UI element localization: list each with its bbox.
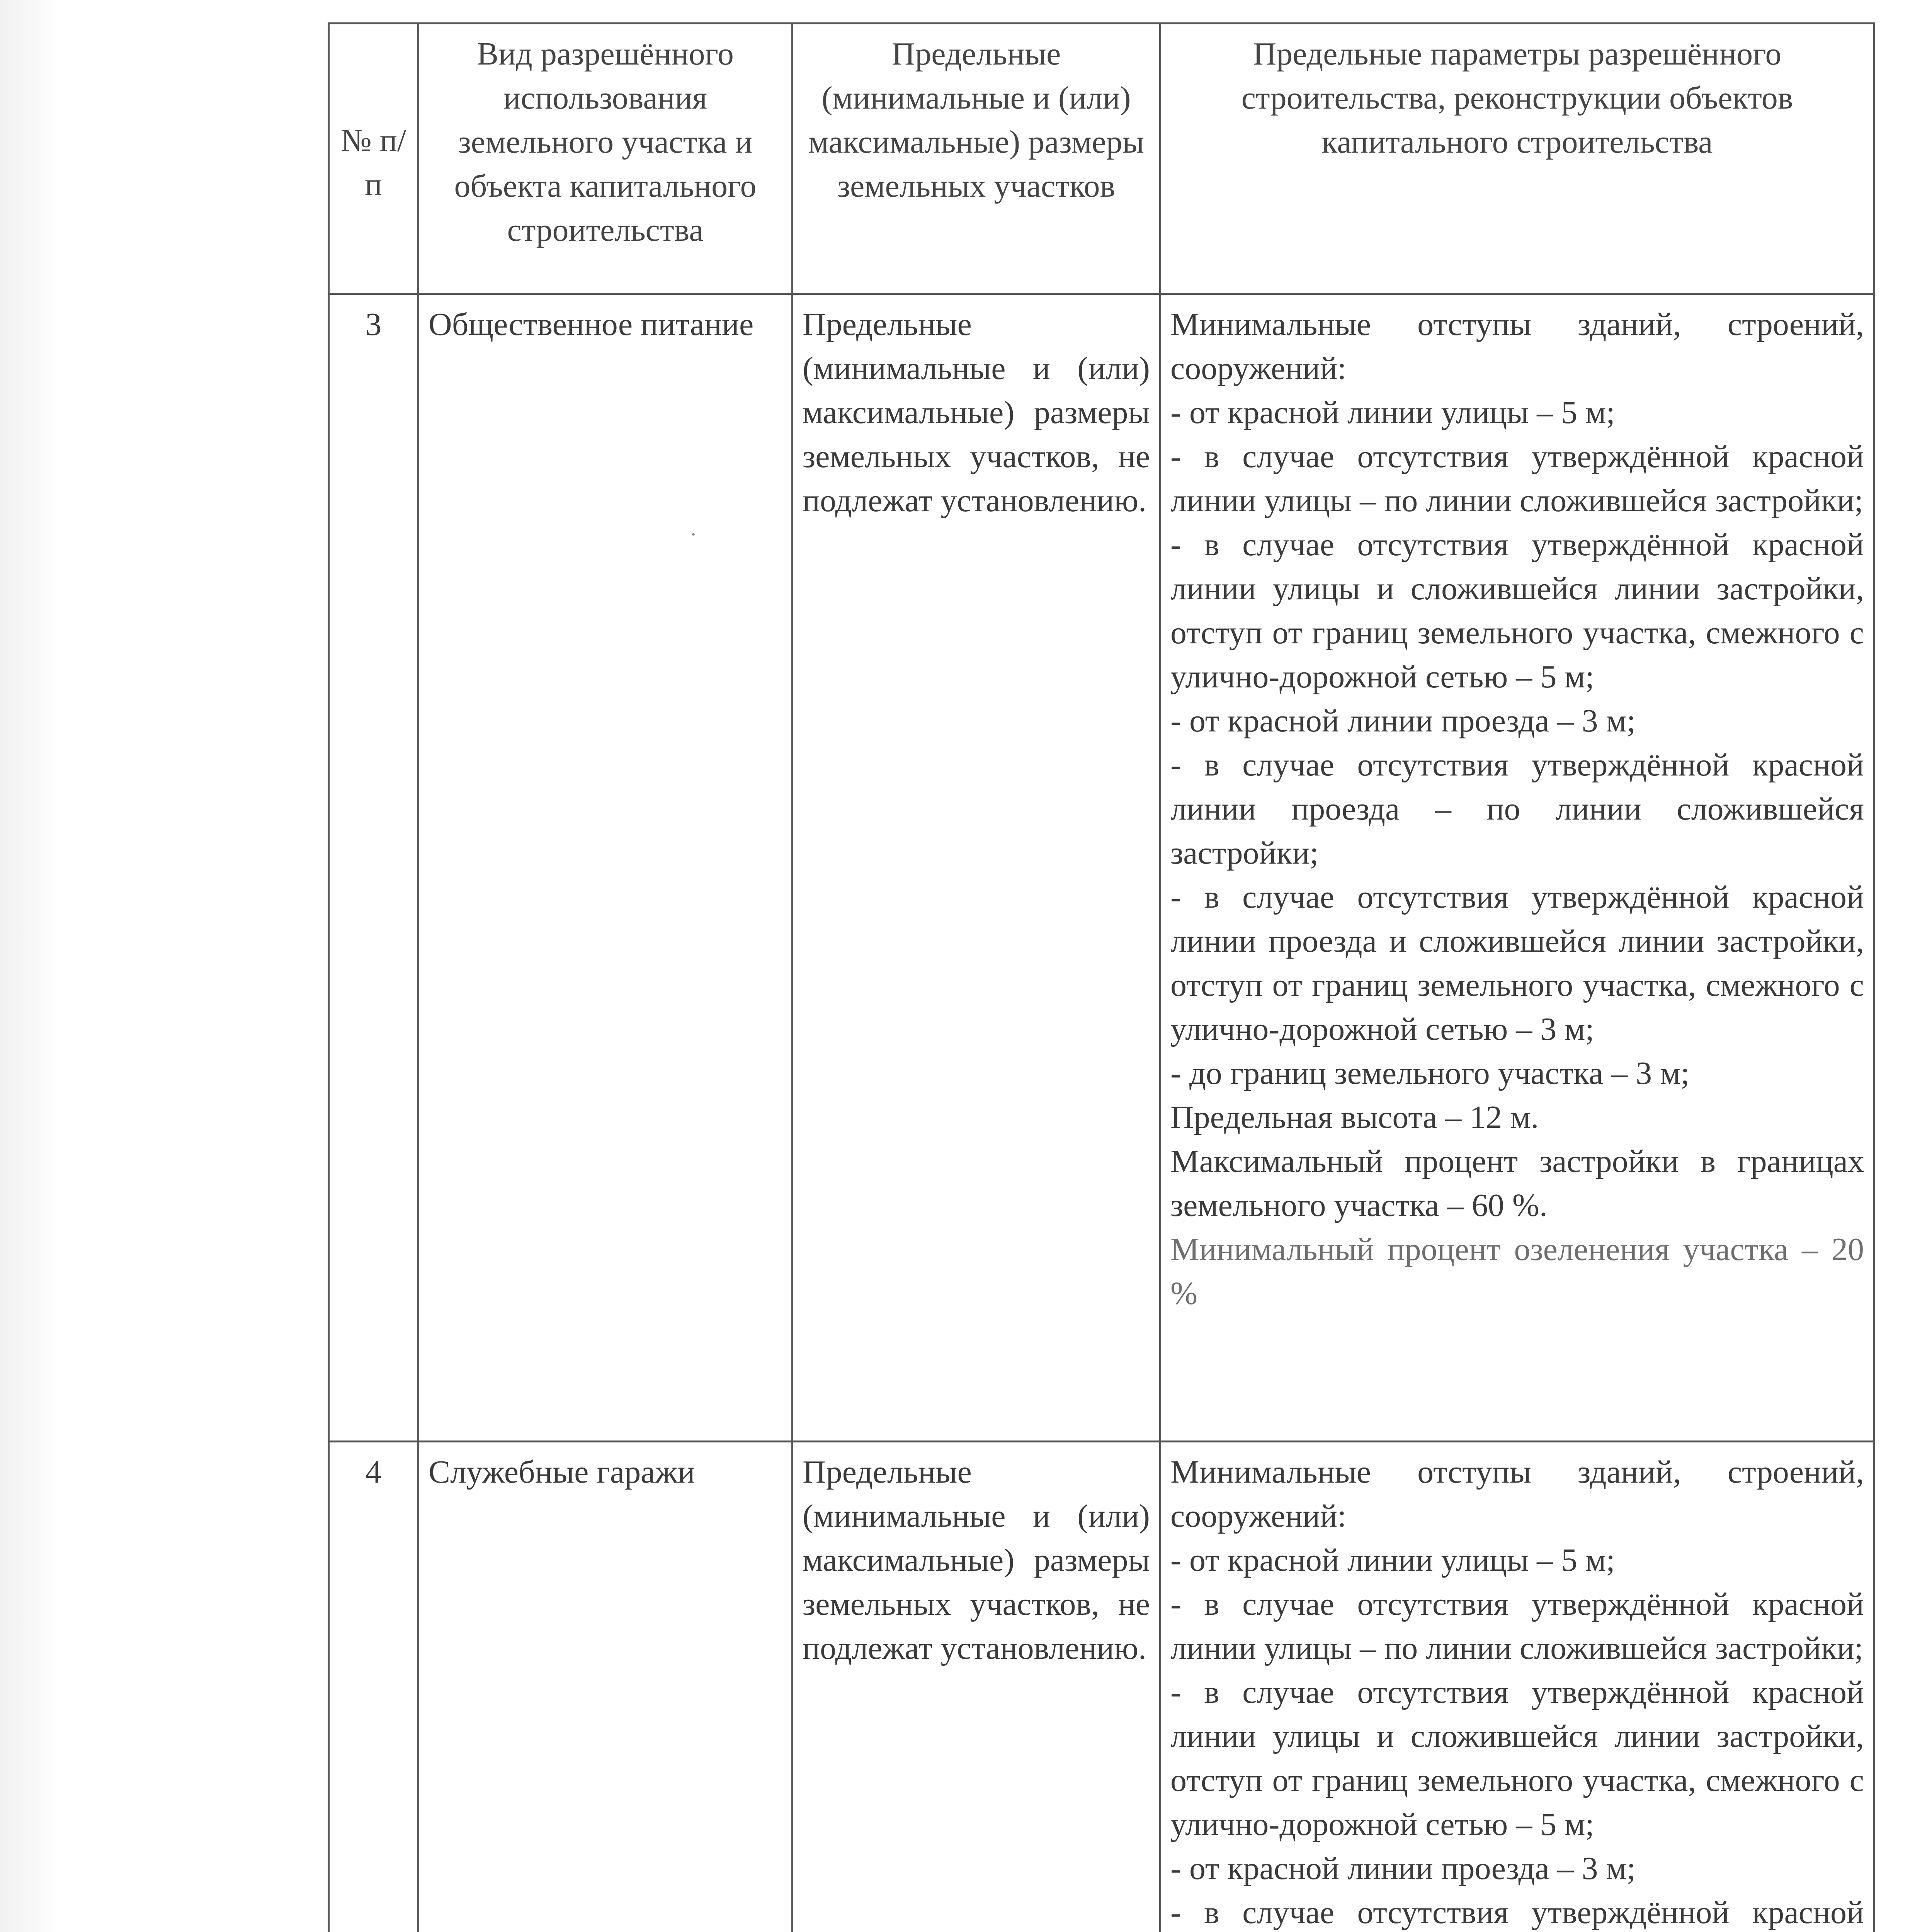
row-use-type: Служебные гаражи	[418, 1442, 793, 1932]
row-use-type: Общественное питание	[418, 294, 793, 1442]
table-row	[329, 294, 1874, 1442]
param-line: - в случае отсутствия утверждённой красной линии проезда и сложившейся линии застройки, отступ от границ земельного участка, смежного с улично-дорожной сетью – 3 м;	[1170, 879, 1864, 1047]
row-construction-params	[1160, 294, 1874, 1442]
param-line: - от красной линии проезда – 3 м;	[1170, 1850, 1636, 1886]
param-line: - в случае отсутствия утверждённой красной линии улицы и сложившейся линии застройки, отступ от границ земельного участка, смежного с улично-дорожной сетью – 5 м;	[1170, 1674, 1864, 1842]
param-line: - от красной линии проезда – 3 м;	[1170, 703, 1636, 739]
param-line: Минимальные отступы зданий, строений, сооружений:	[1170, 306, 1864, 386]
header-number: № п/п	[329, 24, 418, 294]
table-row	[329, 1442, 1874, 1932]
header-construction-params: Предельные параметры разрешённого строительства, реконструкции объектов капитального строительства	[1160, 24, 1874, 294]
param-line: - от красной линии улицы – 5 м;	[1170, 395, 1615, 430]
param-line: - в случае отсутствия утверждённой красной линии улицы – по линии сложившейся застройки;	[1170, 439, 1864, 519]
param-line: - в случае отсутствия утверждённой красной линии улицы – по линии сложившейся застройки;	[1170, 1586, 1864, 1666]
param-line: - до границ земельного участка – 3 м;	[1170, 1055, 1690, 1091]
param-line: - в случае отсутствия утверждённой красной линии проезда – по линии сложившейся застройки;	[1170, 747, 1864, 871]
param-line: Максимальный процент застройки в границах земельного участка – 60 %.	[1170, 1143, 1864, 1223]
table-header-row	[329, 24, 1874, 294]
param-line: Минимальный процент озеленения участка – 20 %	[1170, 1231, 1864, 1311]
param-line: - в случае отсутствия утверждённой красной	[1170, 1895, 1864, 1930]
row-number: 3	[329, 294, 418, 1442]
row-number: 4	[329, 1442, 418, 1932]
param-line: Предельная высота – 12 м.	[1170, 1099, 1539, 1135]
header-use-type: Вид разрешённого использования земельного участка и объекта капитального строительства	[418, 24, 793, 294]
header-plot-sizes: Предельные (минимальные и (или) максимальные) размеры земельных участков	[793, 24, 1160, 294]
scan-margin-shadow	[0, 0, 58, 1932]
row-plot-sizes: Предельные (минимальные и (или) максимальные) размеры земельных участков, не подлежат установлению.	[793, 294, 1160, 1442]
regulations-table	[328, 22, 1875, 1932]
param-line: - от красной линии улицы – 5 м;	[1170, 1542, 1615, 1578]
param-line: Минимальные отступы зданий, строений, сооружений:	[1170, 1454, 1864, 1534]
row-construction-params	[1160, 1442, 1874, 1932]
row-plot-sizes: Предельные (минимальные и (или) максимальные) размеры земельных участков, не подлежат установлению.	[793, 1442, 1160, 1932]
param-line: - в случае отсутствия утверждённой красной линии улицы и сложившейся линии застройки, отступ от границ земельного участка, смежного с улично-дорожной сетью – 5 м;	[1170, 527, 1864, 695]
